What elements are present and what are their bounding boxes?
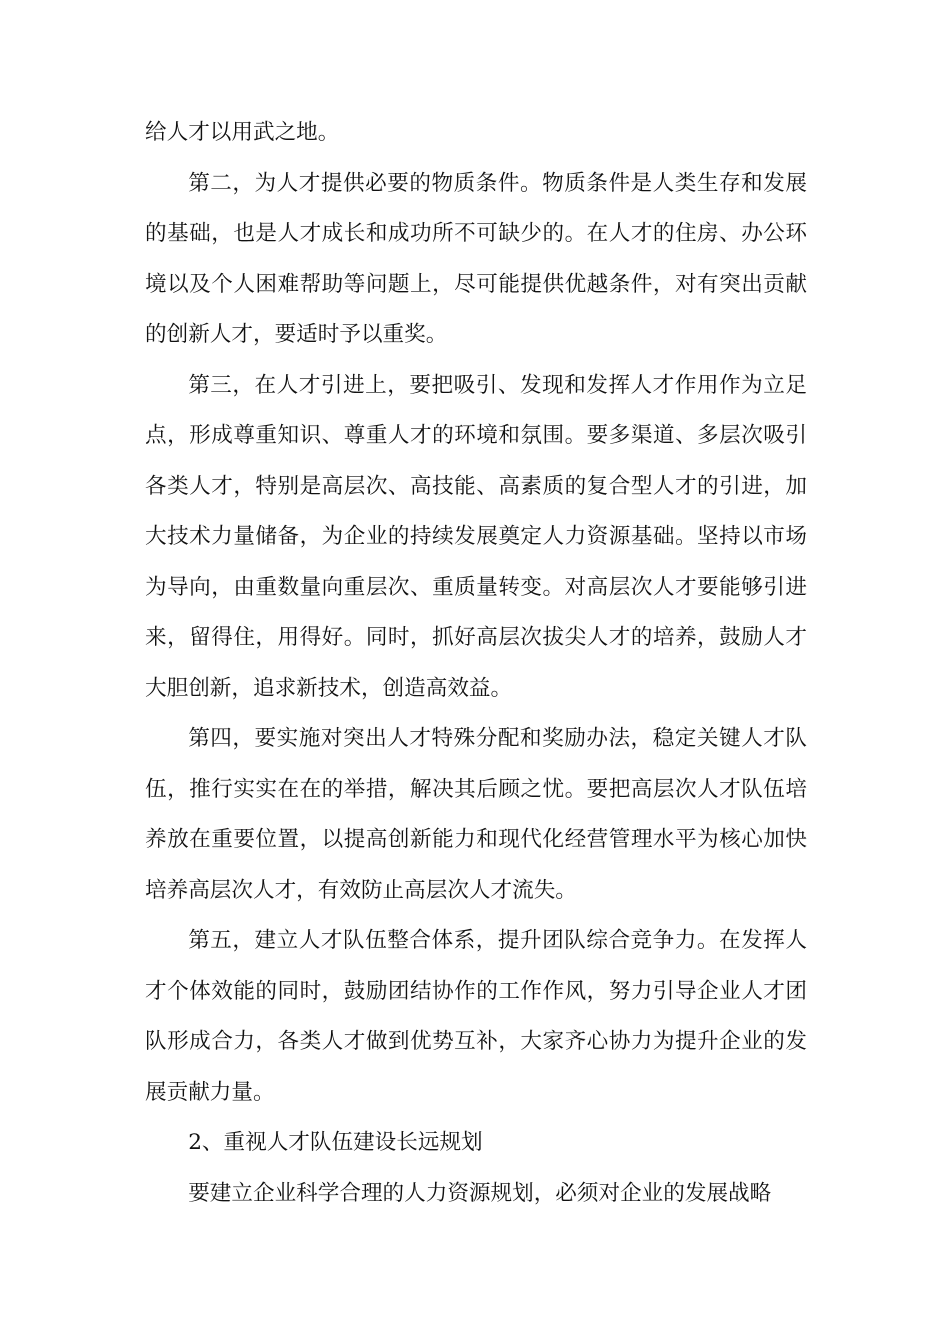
section-heading: 2、重视人才队伍建设长远规划 (188, 1130, 483, 1155)
paragraph-continuation: 给人才以用武之地。 (145, 120, 340, 145)
paragraph-planning: 要建立企业科学合理的人力资源规划，必须对企业的发展战略 (188, 1180, 772, 1206)
paragraph-third-point: 第三，在人才引进上，要把吸引、发现和发挥人才作用作为立足点，形成尊重知识、尊重人才的环境和氛围。要多渠道、多层次吸引各类人才，特别是高层次、高技能、高素质的复合型人才的引进，加大技术力量储备，为企业的持续发展奠定人力资源基础。坚持以市场为导向，由重数量向重层次、重质量转变。对高层次人才要能够引进来，留得住，用得好。同时，抓好高层次拔尖人才的培养，鼓励人才大胆创新，追求新技术，创造高效益。 (145, 372, 807, 701)
paragraph-fourth-point: 第四，要实施对突出人才特殊分配和奖励办法，稳定关键人才队伍，推行实实在在的举措，解决其后顾之忧。要把高层次人才队伍培养放在重要位置，以提高创新能力和现代化经营管理水平为核心加快培养高层次人才，有效防止高层次人才流失。 (145, 726, 807, 903)
paragraph-fifth-point: 第五，建立人才队伍整合体系，提升团队综合竞争力。在发挥人才个体效能的同时，鼓励团结协作的工作作风，努力引导企业人才团队形成合力，各类人才做到优势互补，大家齐心协力为提升企业的发展贡献力量。 (145, 928, 807, 1105)
paragraph-second-point: 第二，为人才提供必要的物质条件。物质条件是人类生存和发展的基础，也是人才成长和成功所不可缺少的。在人才的住房、办公环境以及个人困难帮助等问题上，尽可能提供优越条件，对有突出贡献的创新人才，要适时予以重奖。 (145, 170, 807, 347)
document-body (145, 108, 807, 1219)
